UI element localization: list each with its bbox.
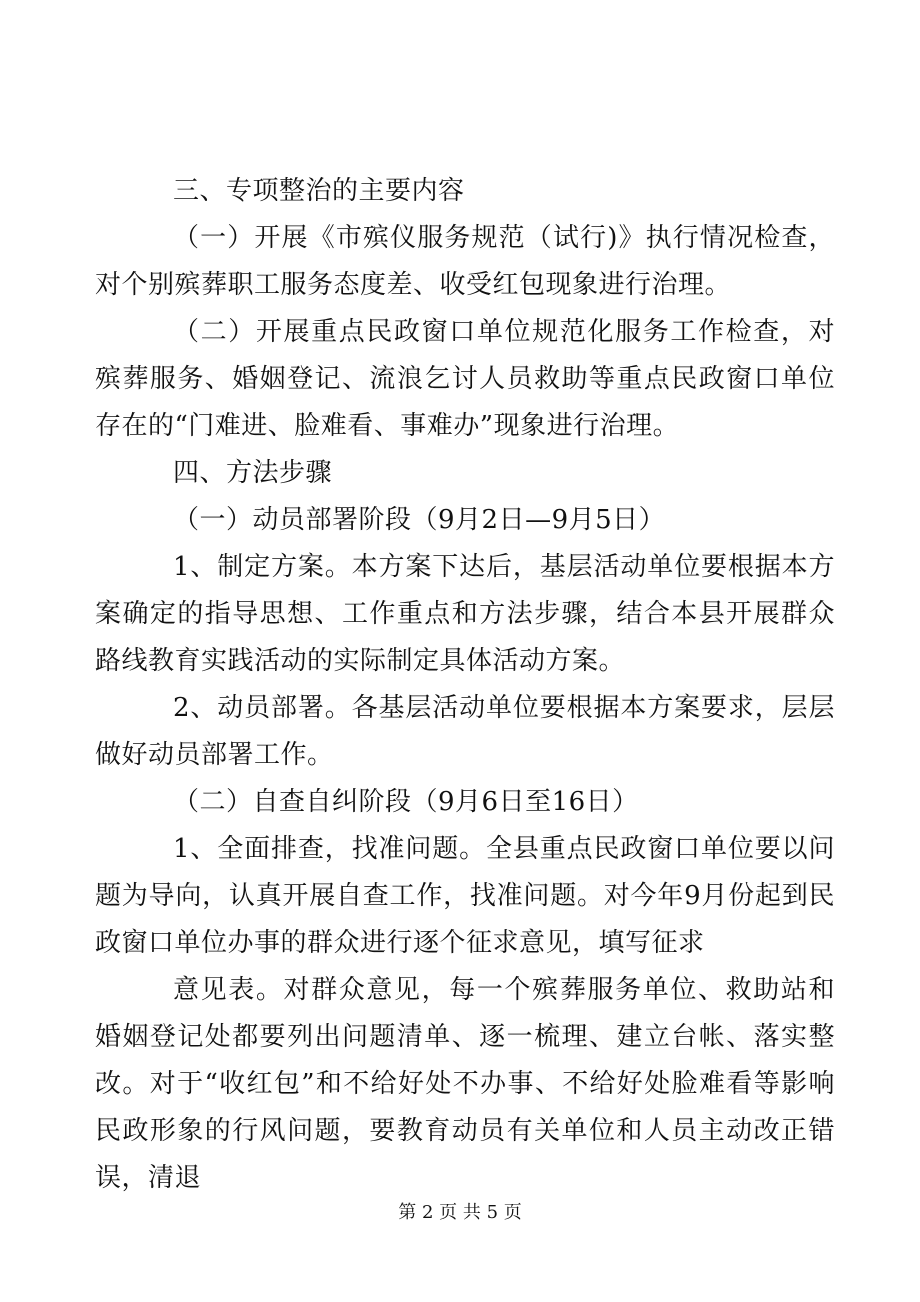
paragraph-step-1: 1、制定方案。本方案下达后，基层活动单位要根据本方案确定的指导思想、工作重点和方法步骤，结合本县开展群众路线教育实践活动的实际制定具体活动方案。	[95, 552, 835, 676]
paragraph-item-2: （二）开展重点民政窗口单位规范化服务工作检查，对殡葬服务、婚姻登记、流浪乞讨人员救助等重点民政窗口单位存在的“门难进、脸难看、事难办”现象进行治理。	[95, 317, 835, 441]
document-body	[95, 168, 835, 1202]
subsection-heading-2: （二）自查自纠阶段（9月6日至16日）	[173, 787, 639, 817]
section-heading-4: 四、方法步骤	[173, 458, 333, 488]
paragraph-self-check-1: 1、全面排查，找准问题。全县重点民政窗口单位要以问题为导向，认真开展自查工作，找准问题。对今年9月份起到民政窗口单位办事的群众进行逐个征求意见，填写征求	[95, 834, 835, 958]
paragraph-item-1: （一）开展《市殡仪服务规范（试行)》执行情况检查，对个别殡葬职工服务态度差、收受红包现象进行治理。	[95, 223, 835, 300]
page-footer: 第 2 页 共 5 页	[398, 1202, 522, 1223]
paragraph-step-2: 2、动员部署。各基层活动单位要根据本方案要求，层层做好动员部署工作。	[95, 693, 835, 770]
section-heading-3: 三、专项整治的主要内容	[173, 176, 465, 206]
paragraph-self-check-2: 意见表。对群众意见，每一个殡葬服务单位、救助站和婚姻登记处都要列出问题清单、逐一梳理、建立台帐、落实整改。对于“收红包”和不给好处不办事、不给好处脸难看等影响民政形象的行风问题，要教育动员有关单位和人员主动改正错误，清退	[95, 975, 835, 1193]
subsection-heading-1: （一）动员部署阶段（9月2日—9月5日）	[173, 505, 666, 535]
